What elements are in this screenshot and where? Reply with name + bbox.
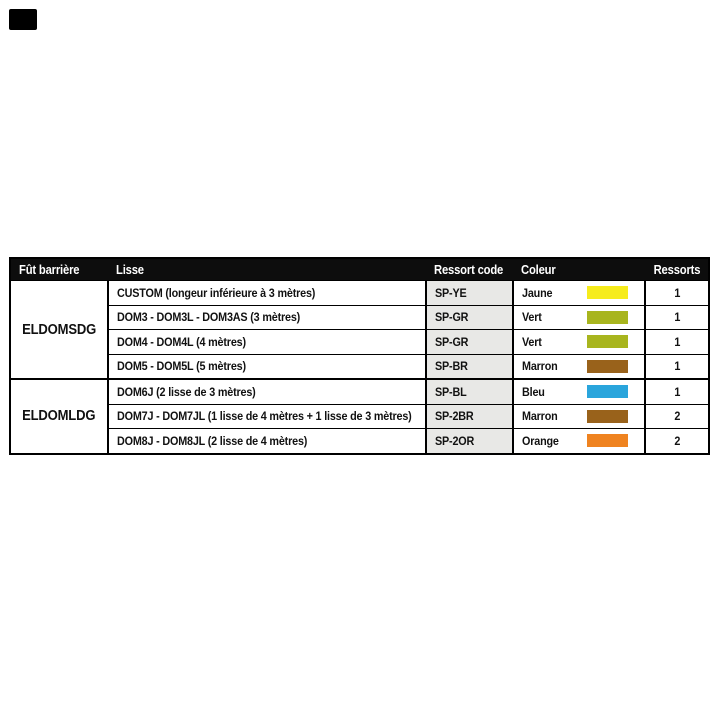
lisse-cell: DOM6J (2 lisse de 3 mètres) bbox=[108, 379, 426, 404]
table-row bbox=[10, 429, 709, 454]
spec-table-container bbox=[9, 257, 710, 455]
ressorts-cell: 1 bbox=[645, 281, 709, 306]
color-swatch bbox=[587, 434, 628, 447]
header-coleur: Coleur bbox=[513, 258, 645, 281]
color-swatch bbox=[587, 286, 628, 299]
header-fut-barriere: Fût barrière bbox=[10, 258, 108, 281]
lisse-cell: DOM7J - DOM7JL (1 lisse de 4 mètres + 1 lisse de 3 mètres) bbox=[108, 404, 426, 429]
header-ressorts: Ressorts bbox=[645, 258, 709, 281]
table-row bbox=[10, 354, 709, 379]
lisse-cell: DOM4 - DOM4L (4 mètres) bbox=[108, 330, 426, 355]
couleur-cell bbox=[513, 379, 645, 404]
ressorts-cell: 1 bbox=[645, 330, 709, 355]
ressorts-cell: 2 bbox=[645, 404, 709, 429]
couleur-label: Vert bbox=[522, 334, 542, 349]
header-lisse: Lisse bbox=[108, 258, 426, 281]
color-swatch bbox=[587, 311, 628, 324]
table-row bbox=[10, 404, 709, 429]
couleur-label: Bleu bbox=[522, 384, 545, 399]
ressorts-cell: 2 bbox=[645, 429, 709, 454]
ressorts-cell: 1 bbox=[645, 379, 709, 404]
group-cell-eldomldg: ELDOMLDG bbox=[10, 379, 108, 454]
group-cell-eldomsdg: ELDOMSDG bbox=[10, 281, 108, 380]
lisse-cell: DOM5 - DOM5L (5 mètres) bbox=[108, 354, 426, 379]
table-row bbox=[10, 305, 709, 330]
couleur-label: Marron bbox=[522, 409, 558, 424]
color-swatch bbox=[587, 410, 628, 423]
code-cell: SP-2BR bbox=[426, 404, 513, 429]
code-cell: SP-GR bbox=[426, 330, 513, 355]
couleur-label: Jaune bbox=[522, 285, 553, 300]
lisse-cell: CUSTOM (longeur inférieure à 3 mètres) bbox=[108, 281, 426, 306]
code-cell: SP-GR bbox=[426, 305, 513, 330]
header-row bbox=[10, 258, 709, 281]
ressorts-cell: 1 bbox=[645, 354, 709, 379]
couleur-label: Vert bbox=[522, 310, 542, 325]
spec-table bbox=[9, 257, 710, 455]
couleur-cell bbox=[513, 404, 645, 429]
code-cell: SP-BR bbox=[426, 354, 513, 379]
lisse-cell: DOM8J - DOM8JL (2 lisse de 4 mètres) bbox=[108, 429, 426, 454]
code-cell: SP-BL bbox=[426, 379, 513, 404]
corner-mark bbox=[9, 9, 37, 30]
color-swatch bbox=[587, 335, 628, 348]
ressorts-cell: 1 bbox=[645, 305, 709, 330]
code-cell: SP-2OR bbox=[426, 429, 513, 454]
couleur-cell bbox=[513, 429, 645, 454]
lisse-cell: DOM3 - DOM3L - DOM3AS (3 mètres) bbox=[108, 305, 426, 330]
table-row bbox=[10, 330, 709, 355]
couleur-cell bbox=[513, 354, 645, 379]
code-cell: SP-YE bbox=[426, 281, 513, 306]
color-swatch bbox=[587, 385, 628, 398]
table-row bbox=[10, 379, 709, 404]
table-row bbox=[10, 281, 709, 306]
header-ressort-code: Ressort code bbox=[426, 258, 513, 281]
couleur-cell bbox=[513, 305, 645, 330]
couleur-label: Marron bbox=[522, 359, 558, 374]
couleur-cell bbox=[513, 281, 645, 306]
couleur-cell bbox=[513, 330, 645, 355]
color-swatch bbox=[587, 360, 628, 373]
couleur-label: Orange bbox=[522, 433, 559, 448]
